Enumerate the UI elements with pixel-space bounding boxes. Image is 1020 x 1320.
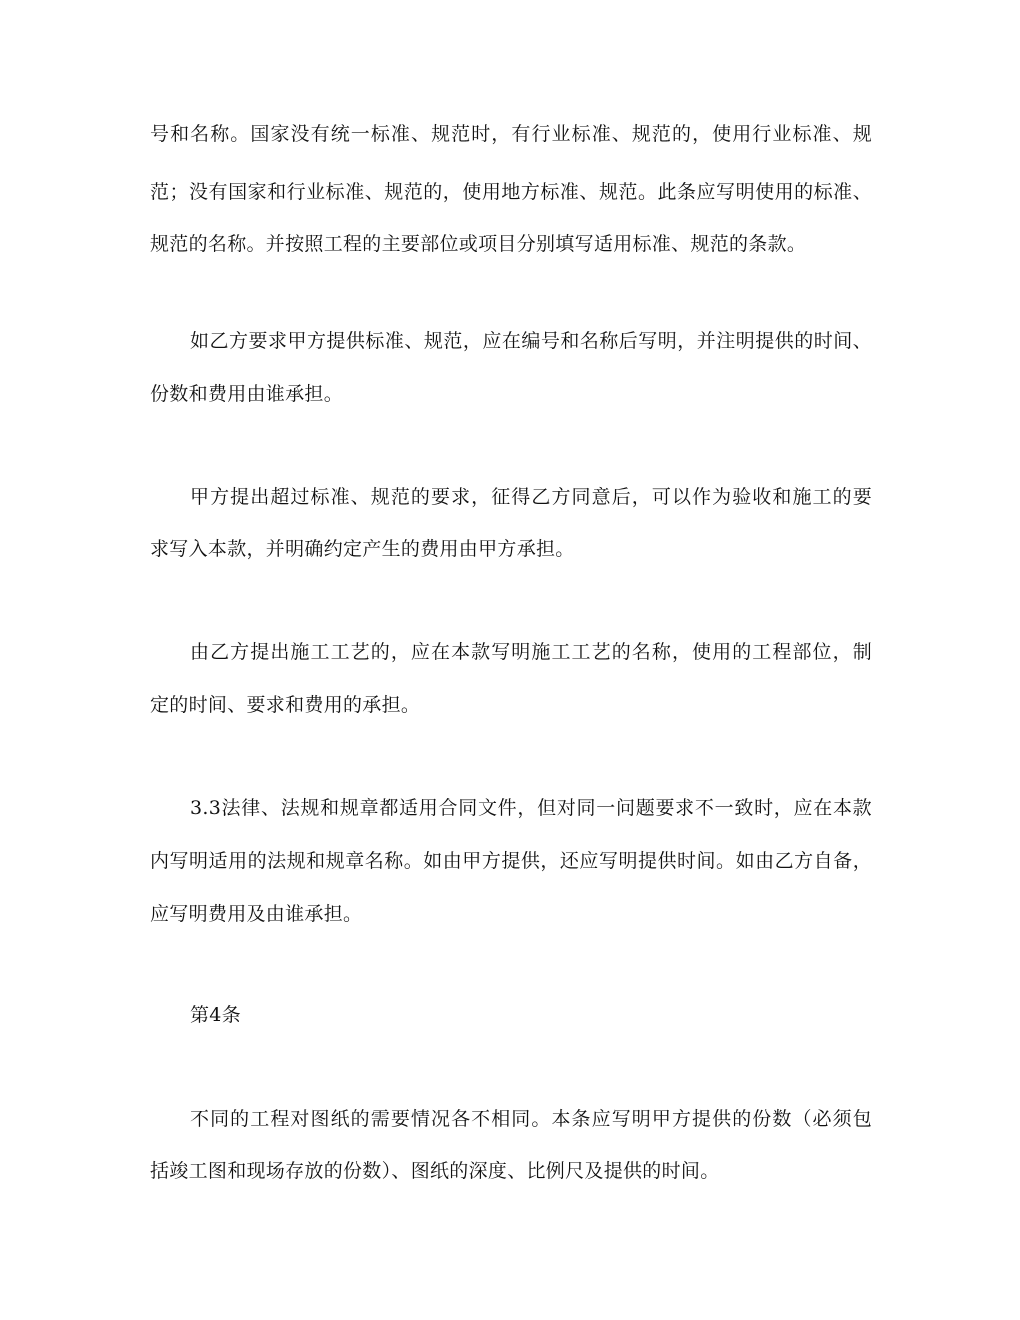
text-line: 份数和费用由谁承担。 [150,383,344,405]
text-line: 内写明适用的法规和规章名称。如由甲方提供，还应写明提供时间。如由乙方自备， [150,850,872,872]
text-line: 规范的名称。并按照工程的主要部位或项目分别填写适用标准、规范的条款。 [150,233,807,255]
article-heading: 第4条 [190,1004,241,1026]
text-line: 范；没有国家和行业标准、规范的，使用地方标准、规范。此条应写明使用的标准、 [150,181,872,203]
text-line: 括竣工图和现场存放的份数）、图纸的深度、比例尺及提供的时间。 [150,1160,720,1182]
text-line: 不同的工程对图纸的需要情况各不相同。本条应写明甲方提供的份数（必须包 [190,1108,872,1130]
text-line: 求写入本款，并明确约定产生的费用由甲方承担。 [150,538,575,560]
text-line: 定的时间、要求和费用的承担。 [150,694,421,716]
text-line: 号和名称。国家没有统一标准、规范时，有行业标准、规范的，使用行业标准、规 [150,123,872,145]
text-line: 如乙方要求甲方提供标准、规范，应在编号和名称后写明，并注明提供的时间、 [190,330,872,352]
text-line: 由乙方提出施工工艺的，应在本款写明施工工艺的名称，使用的工程部位，制 [190,641,872,663]
text-line: 甲方提出超过标准、规范的要求，征得乙方同意后，可以作为验收和施工的要 [190,486,872,508]
text-line: 3.3法律、法规和规章都适用合同文件，但对同一问题要求不一致时，应在本款 [190,797,872,819]
text-line: 应写明费用及由谁承担。 [150,903,363,925]
